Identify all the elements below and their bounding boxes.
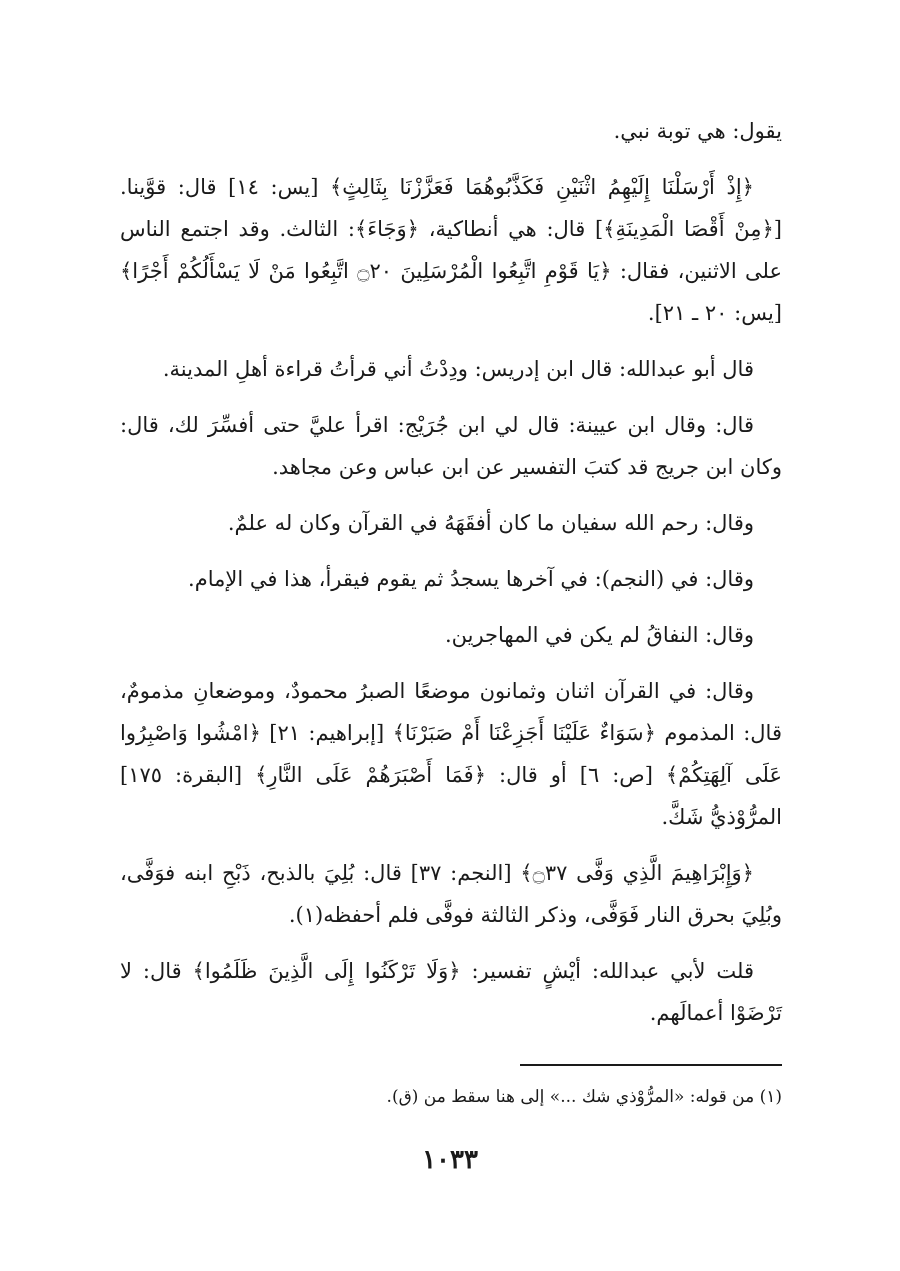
footnote: (١) من قوله: «المرُّوْذي شك ...» إلى هنا سقط من (ق). [386, 1087, 782, 1107]
paragraph-6: وقال: في (النجم): في آخرها يسجدُ ثم يقوم فيقرأ، هذا في الإمام. [188, 567, 754, 591]
paragraph-2: ﴿إِذْ أَرْسَلْنَا إِلَيْهِمُ اثْنَيْنِ فَكَذَّبُوهُمَا فَعَزَّزْنَا بِثَالِثٍ﴾ [يس: ١٤] قال: قوَّينا. [﴿مِنْ أَقْصَا الْمَدِينَةِ﴾] قال: هي أنطاكية، ﴿وَجَاءَ﴾: الثالث. وقد اجتمع الناس على الاثنين، فقال: ﴿يَا قَوْمِ اتَّبِعُوا الْمُرْسَلِينَ ۝٢٠ اتَّبِعُوا مَنْ لَا يَسْأَلُكُمْ أَجْرًا﴾ [يس: ٢٠ ـ ٢١]. [120, 175, 782, 325]
paragraph-1: يقول: هي توبة نبي. [613, 119, 782, 143]
paragraph-4: قال: وقال ابن عيينة: قال لي ابن جُرَيْج: اقرأ عليَّ حتى أفسِّرَ لك، قال: وكان ابن جريج قد كتبَ التفسير عن ابن عباس وعن مجاهد. [120, 413, 782, 479]
footnote-separator [520, 1064, 782, 1066]
paragraph-9: ﴿وَإِبْرَاهِيمَ الَّذِي وَفَّى ۝٣٧﴾ [النجم: ٣٧] قال: بُلِيَ بالذبح، ذَبْحِ ابنه فوَفَّى، وبُلِيَ بحرق النار فَوَفَّى، وذكر الثالثة فوفَّى فلم أحفظه(١). [120, 861, 782, 927]
page-number: ١٠٣٣ [422, 1145, 478, 1175]
paragraph-8: وقال: في القرآن اثنان وثمانون موضعًا الصبرُ محمودٌ، وموضعانِ مذمومٌ، قال: المذموم ﴿سَوَاءٌ عَلَيْنَا أَجَزِعْنَا أَمْ صَبَرْنَا﴾ [إبراهيم: ٢١] ﴿امْشُوا وَاصْبِرُوا عَلَى آلِهَتِكُمْ﴾ [ص: ٦] أو قال: ﴿فَمَا أَصْبَرَهُمْ عَلَى النَّارِ﴾ [البقرة: ١٧٥] المرُّوْذيُّ شَكَّ. [120, 679, 782, 829]
paragraph-10: قلت لأبي عبدالله: أيْشٍ تفسير: ﴿وَلَا تَرْكَنُوا إِلَى الَّذِينَ ظَلَمُوا﴾ قال: لا تَرْضَوْا أعمالَهم. [120, 959, 782, 1025]
paragraph-3: قال أبو عبدالله: قال ابن إدريس: ودِدْتُ أني قرأتُ قراءة أهلِ المدينة. [162, 357, 754, 381]
paragraph-7: وقال: النفاقُ لم يكن في المهاجرين. [444, 623, 754, 647]
paragraph-5: وقال: رحم الله سفيان ما كان أفقَهَهُ في القرآن وكان له علمٌ. [227, 511, 754, 535]
